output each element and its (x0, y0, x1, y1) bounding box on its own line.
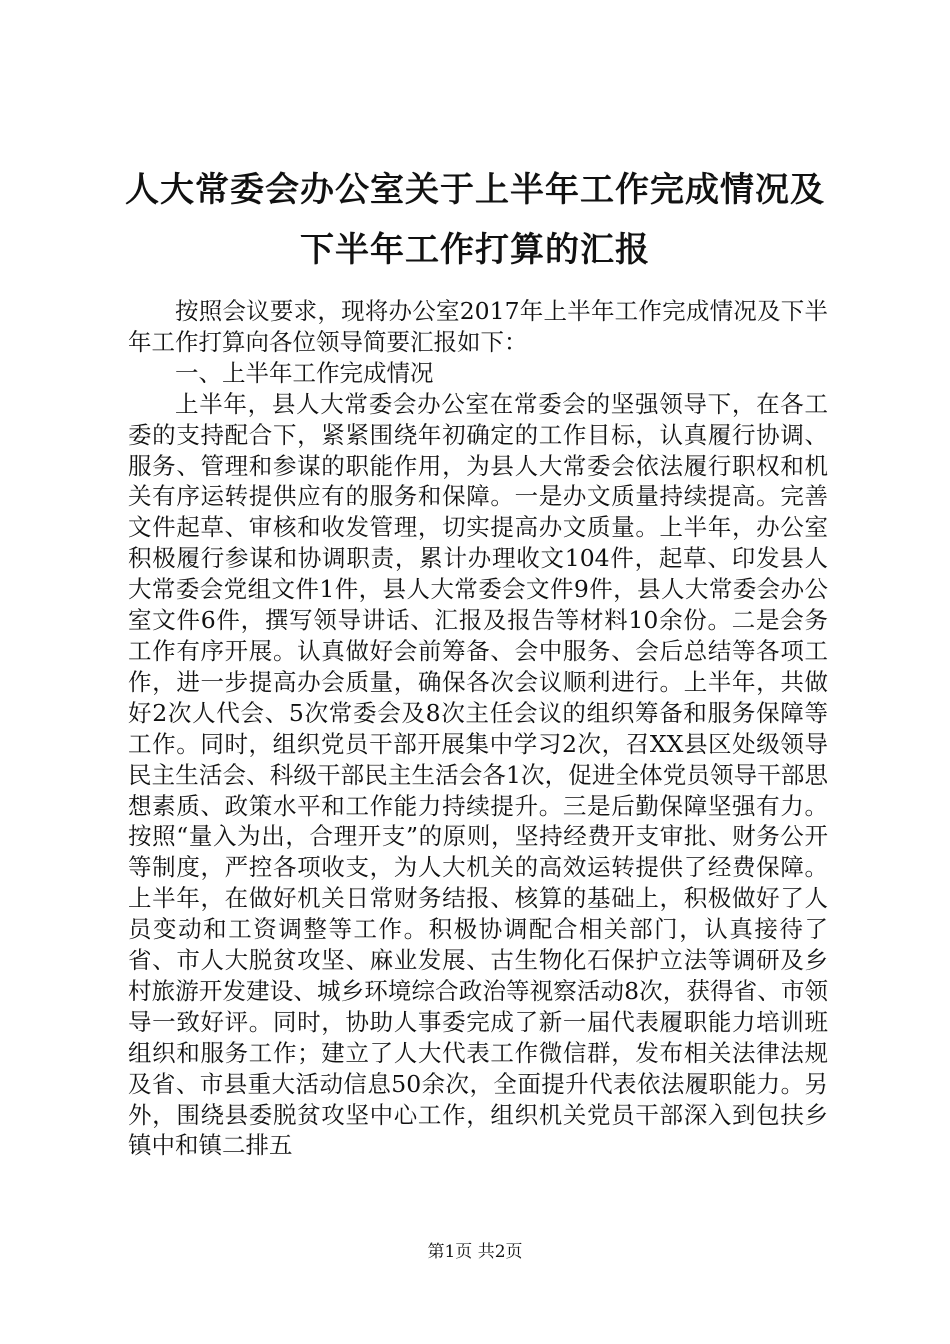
section-heading: 一、上半年工作完成情况 (175, 358, 434, 387)
intro-paragraph: 按照会议要求，现将办公室2017年上半年工作完成情况及下半年工作打算向各位领导简要汇报如下： (128, 297, 828, 356)
document-body (128, 296, 828, 1161)
page-footer: 第1页 共2页 (427, 1242, 523, 1262)
body-paragraph: 上半年，县人大常委会办公室在常委会的坚强领导下，在各工委的支持配合下，紧紧围绕年初确定的工作目标，认真履行协调、服务、管理和参谋的职能作用，为县人大常委会依法履行职权和机关有序运转提供应有的服务和保障。一是办文质量持续提高。完善文件起草、审核和收发管理，切实提高办文质量。上半年，办公室积极履行参谋和协调职责，累计办理收文104件，起草、印发县人大常委会党组文件1件，县人大常委会文件9件，县人大常委会办公室文件6件，撰写领导讲话、汇报及报告等材料10余份。二是会务工作有序开展。认真做好会前筹备、会中服务、会后总结等各项工作，进一步提高办会质量，确保各次会议顺利进行。上半年，共做好2次人代会、5次常委会及8次主任会议的组织筹备和服务保障等工作。同时，组织党员干部开展集中学习2次，召XX县区处级领导民主生活会、科级干部民主生活会各1次，促进全体党员领导干部思想素质、政策水平和工作能力持续提升。三是后勤保障坚强有力。按照“量入为出，合理开支”的原则，坚持经费开支审批、财务公开等制度，严控各项收支，为人大机关的高效运转提供了经费保障。上半年，在做好机关日常财务结报、核算的基础上，积极做好了人员变动和工资调整等工作。积极协调配合相关部门，认真接待了省、市人大脱贫攻坚、麻业发展、古生物化石保护立法等调研及乡村旅游开发建设、城乡环境综合政治等视察活动8次，获得省、市领导一致好评。同时，协助人事委完成了新一届代表履职能力培训班组织和服务工作；建立了人大代表工作微信群，发布相关法律法规及省、市县重大活动信息50余次，全面提升代表依法履职能力。另外，围绕县委脱贫攻坚中心工作，组织机关党员干部深入到包扶乡镇中和镇二排五 (128, 389, 828, 1160)
document-title-line-2: 下半年工作打算的汇报 (300, 230, 650, 270)
document-title-line-1: 人大常委会办公室关于上半年工作完成情况及 (125, 170, 825, 210)
